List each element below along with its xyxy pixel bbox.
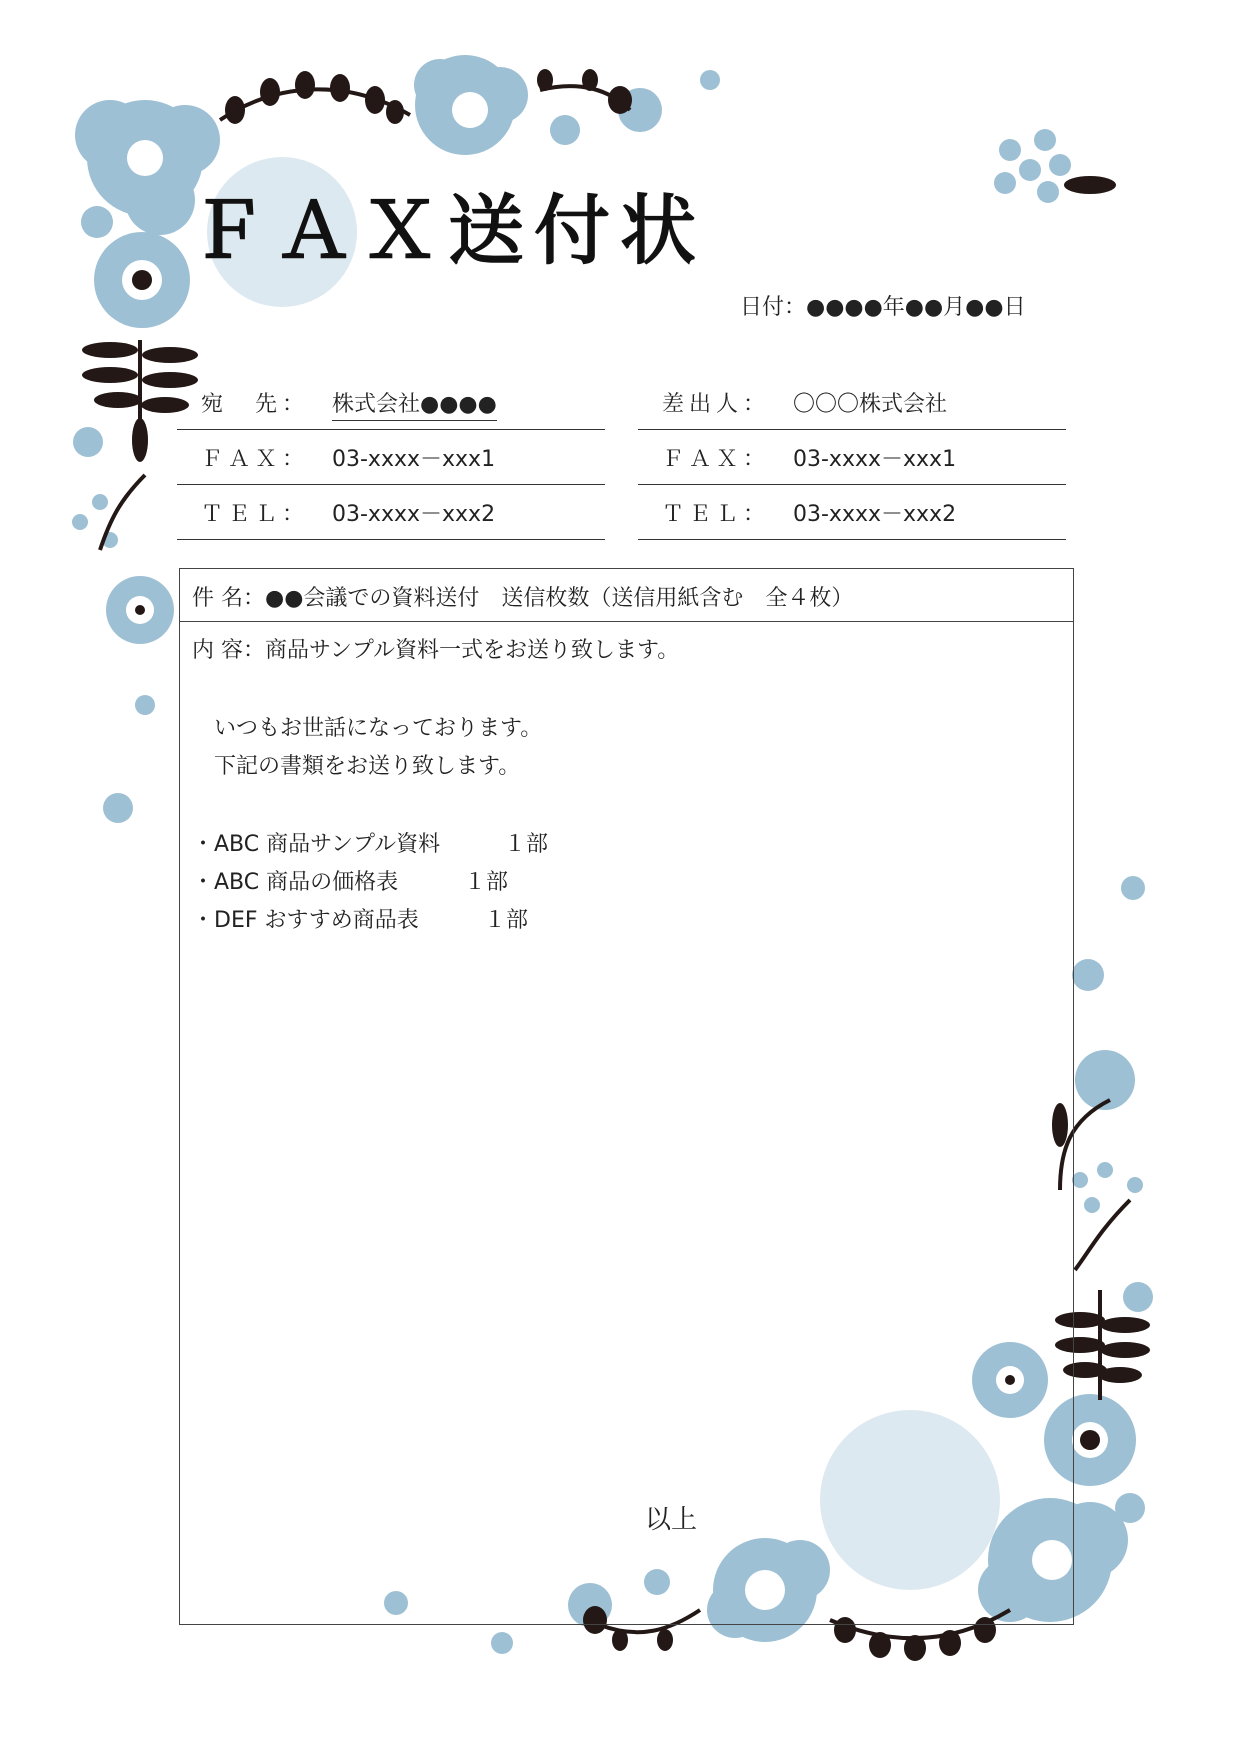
subject-row (180, 569, 1073, 622)
sender-tel-value: 03-xxxx－xxx2 (793, 502, 957, 527)
sender-fax-label: ＦＡＸ： (662, 447, 771, 472)
list-item (192, 902, 1061, 940)
item-qty: １部 (504, 832, 549, 857)
subject-text: 件 名：●●会議での資料送付 送信枚数（送信用紙含む 全４枚） (192, 586, 854, 611)
sender-fax-row (638, 430, 1066, 485)
sender-block (638, 375, 1066, 540)
sender-from-label: 差出人： (662, 392, 771, 417)
closing-text: 以上 (645, 1505, 698, 1535)
sender-tel-row (638, 485, 1066, 540)
sender-tel-label: ＴＥＬ： (662, 502, 771, 527)
recipient-fax-value: 03-xxxx－xxx1 (332, 447, 496, 472)
item-qty: １部 (484, 908, 529, 933)
sender-from-row (638, 375, 1066, 430)
date-field: 日付：●●●●年●●月●●日 (740, 295, 1026, 320)
sender-from-value: 〇〇〇株式会社 (793, 392, 948, 417)
item-name: ・ABC 商品の価格表 (192, 870, 399, 895)
content-summary: 内 容：商品サンプル資料一式をお送り致します。 (192, 638, 680, 663)
recipient-fax-row (177, 430, 605, 485)
item-qty: １部 (464, 870, 509, 895)
content-area (180, 622, 1073, 950)
recipient-to-value: 株式会社●●●● (332, 387, 497, 421)
greeting-line-2: 下記の書類をお送り致します。 (214, 754, 521, 779)
recipient-to-label: 宛 先： (201, 392, 310, 417)
recipient-tel-label: ＴＥＬ： (201, 502, 310, 527)
recipient-to-row (177, 375, 605, 430)
recipient-tel-value: 03-xxxx－xxx2 (332, 502, 496, 527)
recipient-block (177, 375, 605, 540)
page-title: ＦＡＸ送付状 (190, 186, 706, 275)
item-name: ・ABC 商品サンプル資料 (192, 832, 441, 857)
list-item (192, 826, 1061, 864)
message-box (179, 568, 1074, 1625)
recipient-tel-row (177, 485, 605, 540)
greeting-line-1: いつもお世話になっております。 (214, 716, 543, 741)
sender-fax-value: 03-xxxx－xxx1 (793, 447, 957, 472)
recipient-fax-label: ＦＡＸ： (201, 447, 310, 472)
item-name: ・DEF おすすめ商品表 (192, 908, 419, 933)
list-item (192, 864, 1061, 902)
